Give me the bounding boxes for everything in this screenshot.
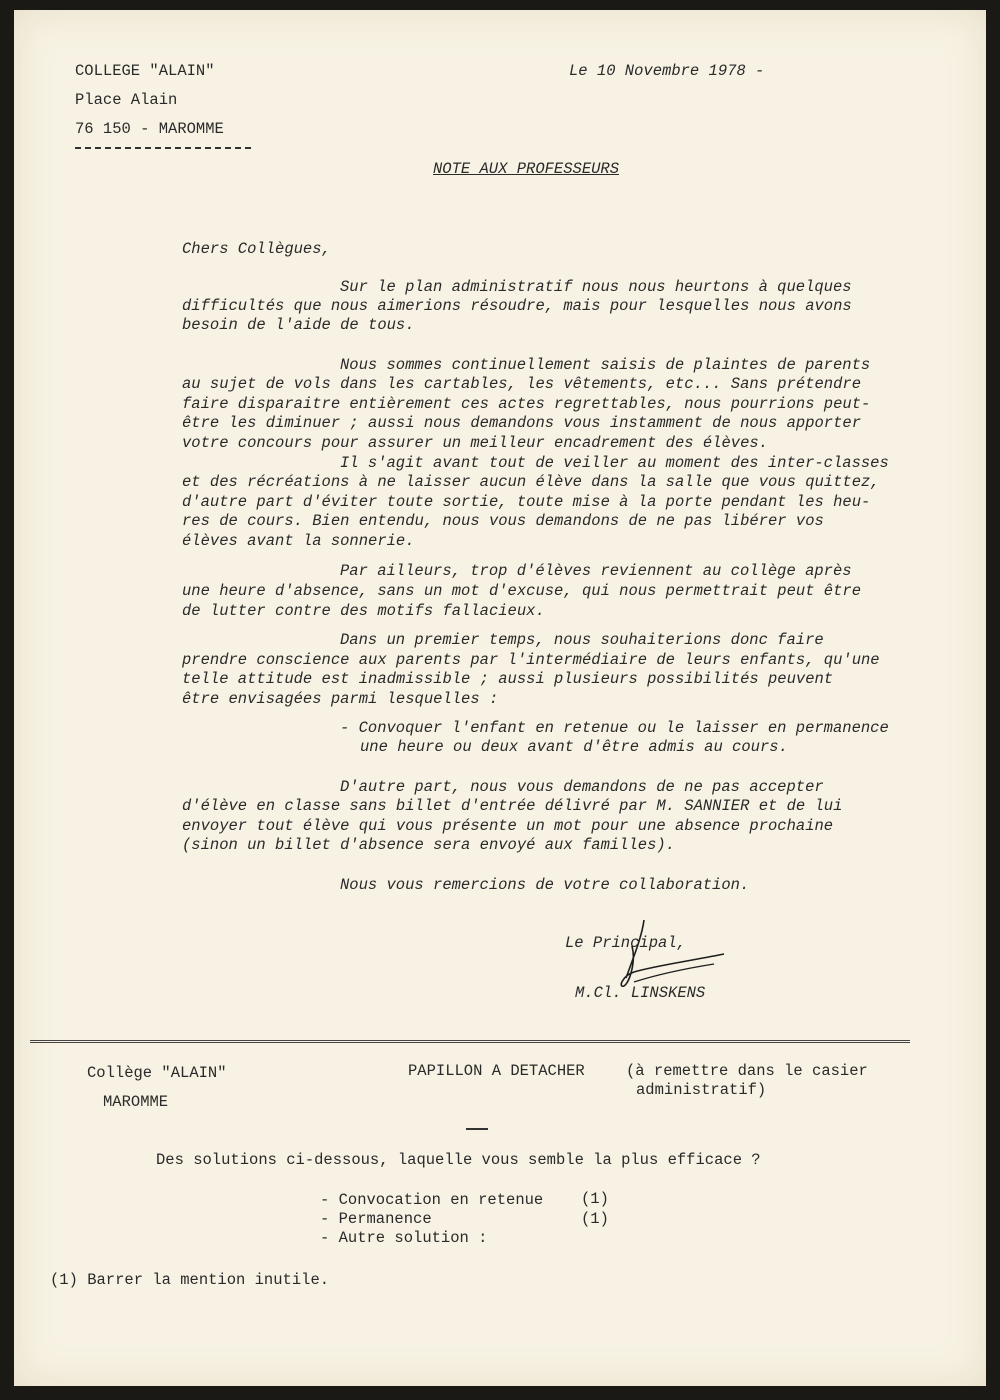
body-line: d'autre part d'éviter toute sortie, toute mise à la porte pendant les heu- [182,493,871,511]
option-mark: (1) [581,1210,609,1228]
body-line: votre concours pour assurer un meilleur encadrement des élèves. [182,434,768,452]
list-item: - Convoquer l'enfant en retenue ou le laisser en permanence [340,719,889,737]
school-address-line2: 76 150 - MAROMME [75,120,224,138]
school-name: COLLEGE "ALAIN" [75,62,215,80]
slip-question: Des solutions ci-dessous, laquelle vous semble la plus efficace ? [156,1151,761,1169]
slip-note: administratif) [636,1081,767,1099]
body-line: difficultés que nous aimerions résoudre, mais pour lesquelles nous avons [182,297,852,315]
body-line: et des récréations à ne laisser aucun élève dans la salle que vous quittez, [182,473,880,491]
body-line: D'autre part, nous vous demandons de ne pas accepter [340,778,824,796]
option-label: - Autre solution : [320,1229,488,1247]
body-line: Dans un premier temps, nous souhaiterions donc faire [340,631,824,649]
document-page [14,10,986,1386]
body-line: Sur le plan administratif nous nous heurtons à quelques [340,278,852,296]
list-item: une heure ou deux avant d'être admis au cours. [360,738,788,756]
body-line: une heure d'absence, sans un mot d'excuse, qui nous permettrait peut être [182,582,862,600]
body-line: Il s'agit avant tout de veiller au moment des inter-classes [340,454,889,472]
school-address-line1: Place Alain [75,91,178,109]
footnote: (1) Barrer la mention inutile. [50,1271,330,1289]
letter-title: NOTE AUX PROFESSEURS [433,160,620,178]
signatory-name: M.Cl. LINSKENS [575,984,706,1002]
body-line: faire disparaitre entièrement ces actes regrettables, nous pourrions peut- [182,395,871,413]
slip-school: Collège "ALAIN" [87,1064,227,1082]
option-mark: (1) [581,1190,609,1208]
slip-title: PAPILLON A DETACHER [408,1062,585,1080]
body-line: telle attitude est inadmissible ; aussi plusieurs possibilités peuvent [182,670,834,688]
option-label: - Convocation en retenue [320,1191,544,1209]
body-line: prendre conscience aux parents par l'intermédiaire de leurs enfants, qu'une [182,651,880,669]
body-line: Par ailleurs, trop d'élèves reviennent au collège après [340,562,852,580]
slip-town: MAROMME [103,1093,169,1111]
body-line: être les diminuer ; aussi nous demandons vous instamment de nous apporter [182,414,862,432]
body-line: élèves avant la sonnerie. [182,532,415,550]
divider [466,1128,488,1130]
salutation: Chers Collègues, [182,240,331,258]
signatory-role: Le Principal, [565,934,686,952]
letter-date: Le 10 Novembre 1978 - [569,62,765,80]
body-line: Nous sommes continuellement saisis de plaintes de parents [340,356,871,374]
body-line: besoin de l'aide de tous. [182,316,415,334]
body-line: envoyer tout élève qui vous présente un mot pour une absence prochaine [182,817,834,835]
header-underline [75,147,251,149]
body-line: au sujet de vols dans les cartables, les vêtements, etc... Sans prétendre [182,375,862,393]
body-line: res de cours. Bien entendu, nous vous demandons de ne pas libérer vos [182,512,824,530]
slip-note: (à remettre dans le casier [626,1062,868,1080]
body-line: (sinon un billet d'absence sera envoyé aux familles). [182,836,675,854]
body-line: de lutter contre des motifs fallacieux. [182,602,545,620]
tear-line [30,1040,910,1043]
option-label: - Permanence [320,1210,432,1228]
body-line: être envisagées parmi lesquelles : [182,690,499,708]
closing-line: Nous vous remercions de votre collaboration. [340,876,750,894]
body-line: d'élève en classe sans billet d'entrée délivré par M. SANNIER et de lui [182,797,843,815]
